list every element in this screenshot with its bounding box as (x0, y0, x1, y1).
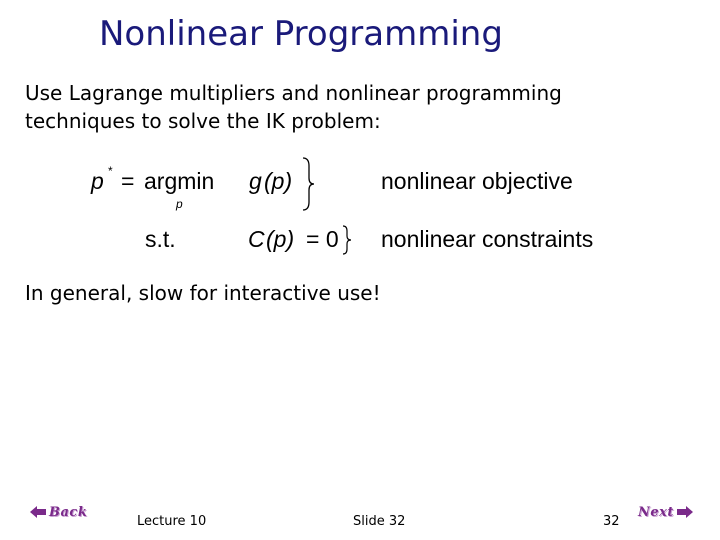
objective-label: nonlinear objective (381, 168, 573, 194)
formula-equals: = (121, 168, 135, 194)
next-button[interactable] (638, 502, 693, 522)
lecture-label: Lecture 10 (137, 514, 207, 529)
next-label: Next (638, 504, 674, 520)
general-note: In general, slow for interactive use! (25, 281, 381, 305)
objective-brace-icon (300, 156, 318, 212)
page-number: 32 (603, 514, 620, 529)
slide-title: Nonlinear Programming (99, 14, 503, 54)
formula-g-arg: (p) (264, 168, 293, 194)
back-label: Back (49, 504, 88, 520)
constraint-label: nonlinear constraints (381, 226, 594, 252)
intro-line-1: Use Lagrange multipliers and nonlinear programming (25, 81, 562, 105)
formula-argmin-sub: p (176, 197, 183, 211)
formula-c-arg: (p) (266, 226, 295, 252)
formula-argmin: argmin (144, 168, 215, 194)
slide-label: Slide 32 (353, 514, 406, 529)
back-button[interactable] (30, 502, 87, 522)
formula-p: p (91, 168, 104, 194)
formula-c: C (248, 226, 265, 252)
left-arrow-icon (30, 506, 46, 518)
formula-c-eq: = 0 (306, 226, 339, 252)
formula-star: * (108, 164, 113, 178)
formula-st: s.t. (145, 226, 176, 252)
formula-g: g (249, 168, 262, 194)
constraint-brace-icon (341, 224, 355, 256)
intro-line-2: techniques to solve the IK problem: (25, 109, 381, 133)
right-arrow-icon (677, 506, 693, 518)
